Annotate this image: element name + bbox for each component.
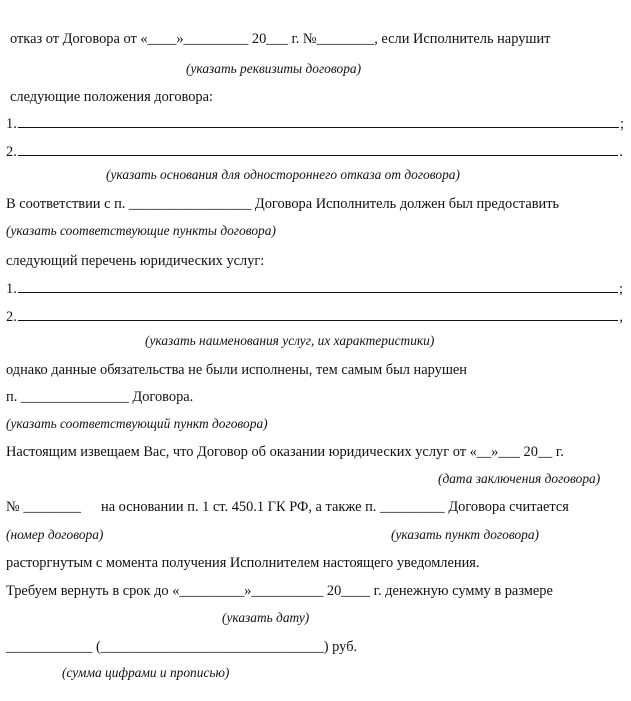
hint-contract-details: (указать реквизиты договора): [186, 61, 362, 76]
not-fulfilled-text: однако данные обязательства не были исполнены, тем самым был нарушен: [6, 362, 467, 378]
hint-service-names: (указать наименования услуг, их характеристики): [145, 333, 435, 348]
terminated-text: расторгнутым с момента получения Исполнителем настоящего уведомления.: [6, 555, 480, 571]
clause-text: п. _______________ Договора.: [6, 389, 194, 405]
service-item-1[interactable]: [6, 278, 623, 298]
hint-date: (указать дату): [222, 610, 310, 625]
accordance-text: В соответствии с п. _________________ Договора Исполнитель должен был предоставить: [6, 196, 560, 212]
item-end-mark: ;: [619, 281, 623, 297]
basis-text: на основании п. 1 ст. 450.1 ГК РФ, а также п. _________ Договора считается: [101, 499, 569, 515]
refusal-text: отказ от Договора от «____»_________ 20___ г. №________, если Исполнитель нарушит: [10, 31, 551, 47]
item-number: 1.: [6, 116, 17, 132]
blank-field[interactable]: [18, 278, 618, 293]
hint-contract-date: (дата заключения договора): [438, 471, 601, 486]
item-end-mark: ;: [620, 116, 624, 132]
hint-amount: (сумма цифрами и прописью): [62, 665, 230, 680]
services-text: следующий перечень юридических услуг:: [6, 253, 265, 269]
hint-contract-number: (номер договора): [6, 527, 104, 542]
item-end-mark: .: [619, 144, 623, 160]
demand-text: Требуем вернуть в срок до «_________»__________ 20____ г. денежную сумму в размере: [6, 583, 553, 599]
contract-number-text: № ________: [6, 499, 81, 515]
blank-field[interactable]: [18, 113, 619, 128]
item-number: 1.: [6, 281, 17, 297]
hint-contract-clause: (указать соответствующий пункт договора): [6, 416, 268, 431]
provision-item-2[interactable]: [6, 141, 623, 161]
hint-refusal-grounds: (указать основания для одностороннего отказа от договора): [106, 167, 460, 182]
notice-text: Настоящим извещаем Вас, что Договор об оказании юридических услуг от «__»___ 20__ г.: [6, 444, 564, 460]
provisions-text: следующие положения договора:: [10, 89, 214, 105]
blank-field[interactable]: [18, 306, 619, 321]
item-end-mark: ,: [619, 309, 623, 325]
hint-contract-point: (указать пункт договора): [391, 527, 540, 542]
hint-contract-clauses: (указать соответствующие пункты договора): [6, 223, 276, 238]
provision-item-1[interactable]: [6, 113, 624, 133]
item-number: 2.: [6, 309, 17, 325]
amount-text: ____________ (_______________________________) руб.: [6, 639, 358, 655]
service-item-2[interactable]: [6, 306, 623, 326]
item-number: 2.: [6, 144, 17, 160]
blank-field[interactable]: [18, 141, 619, 156]
